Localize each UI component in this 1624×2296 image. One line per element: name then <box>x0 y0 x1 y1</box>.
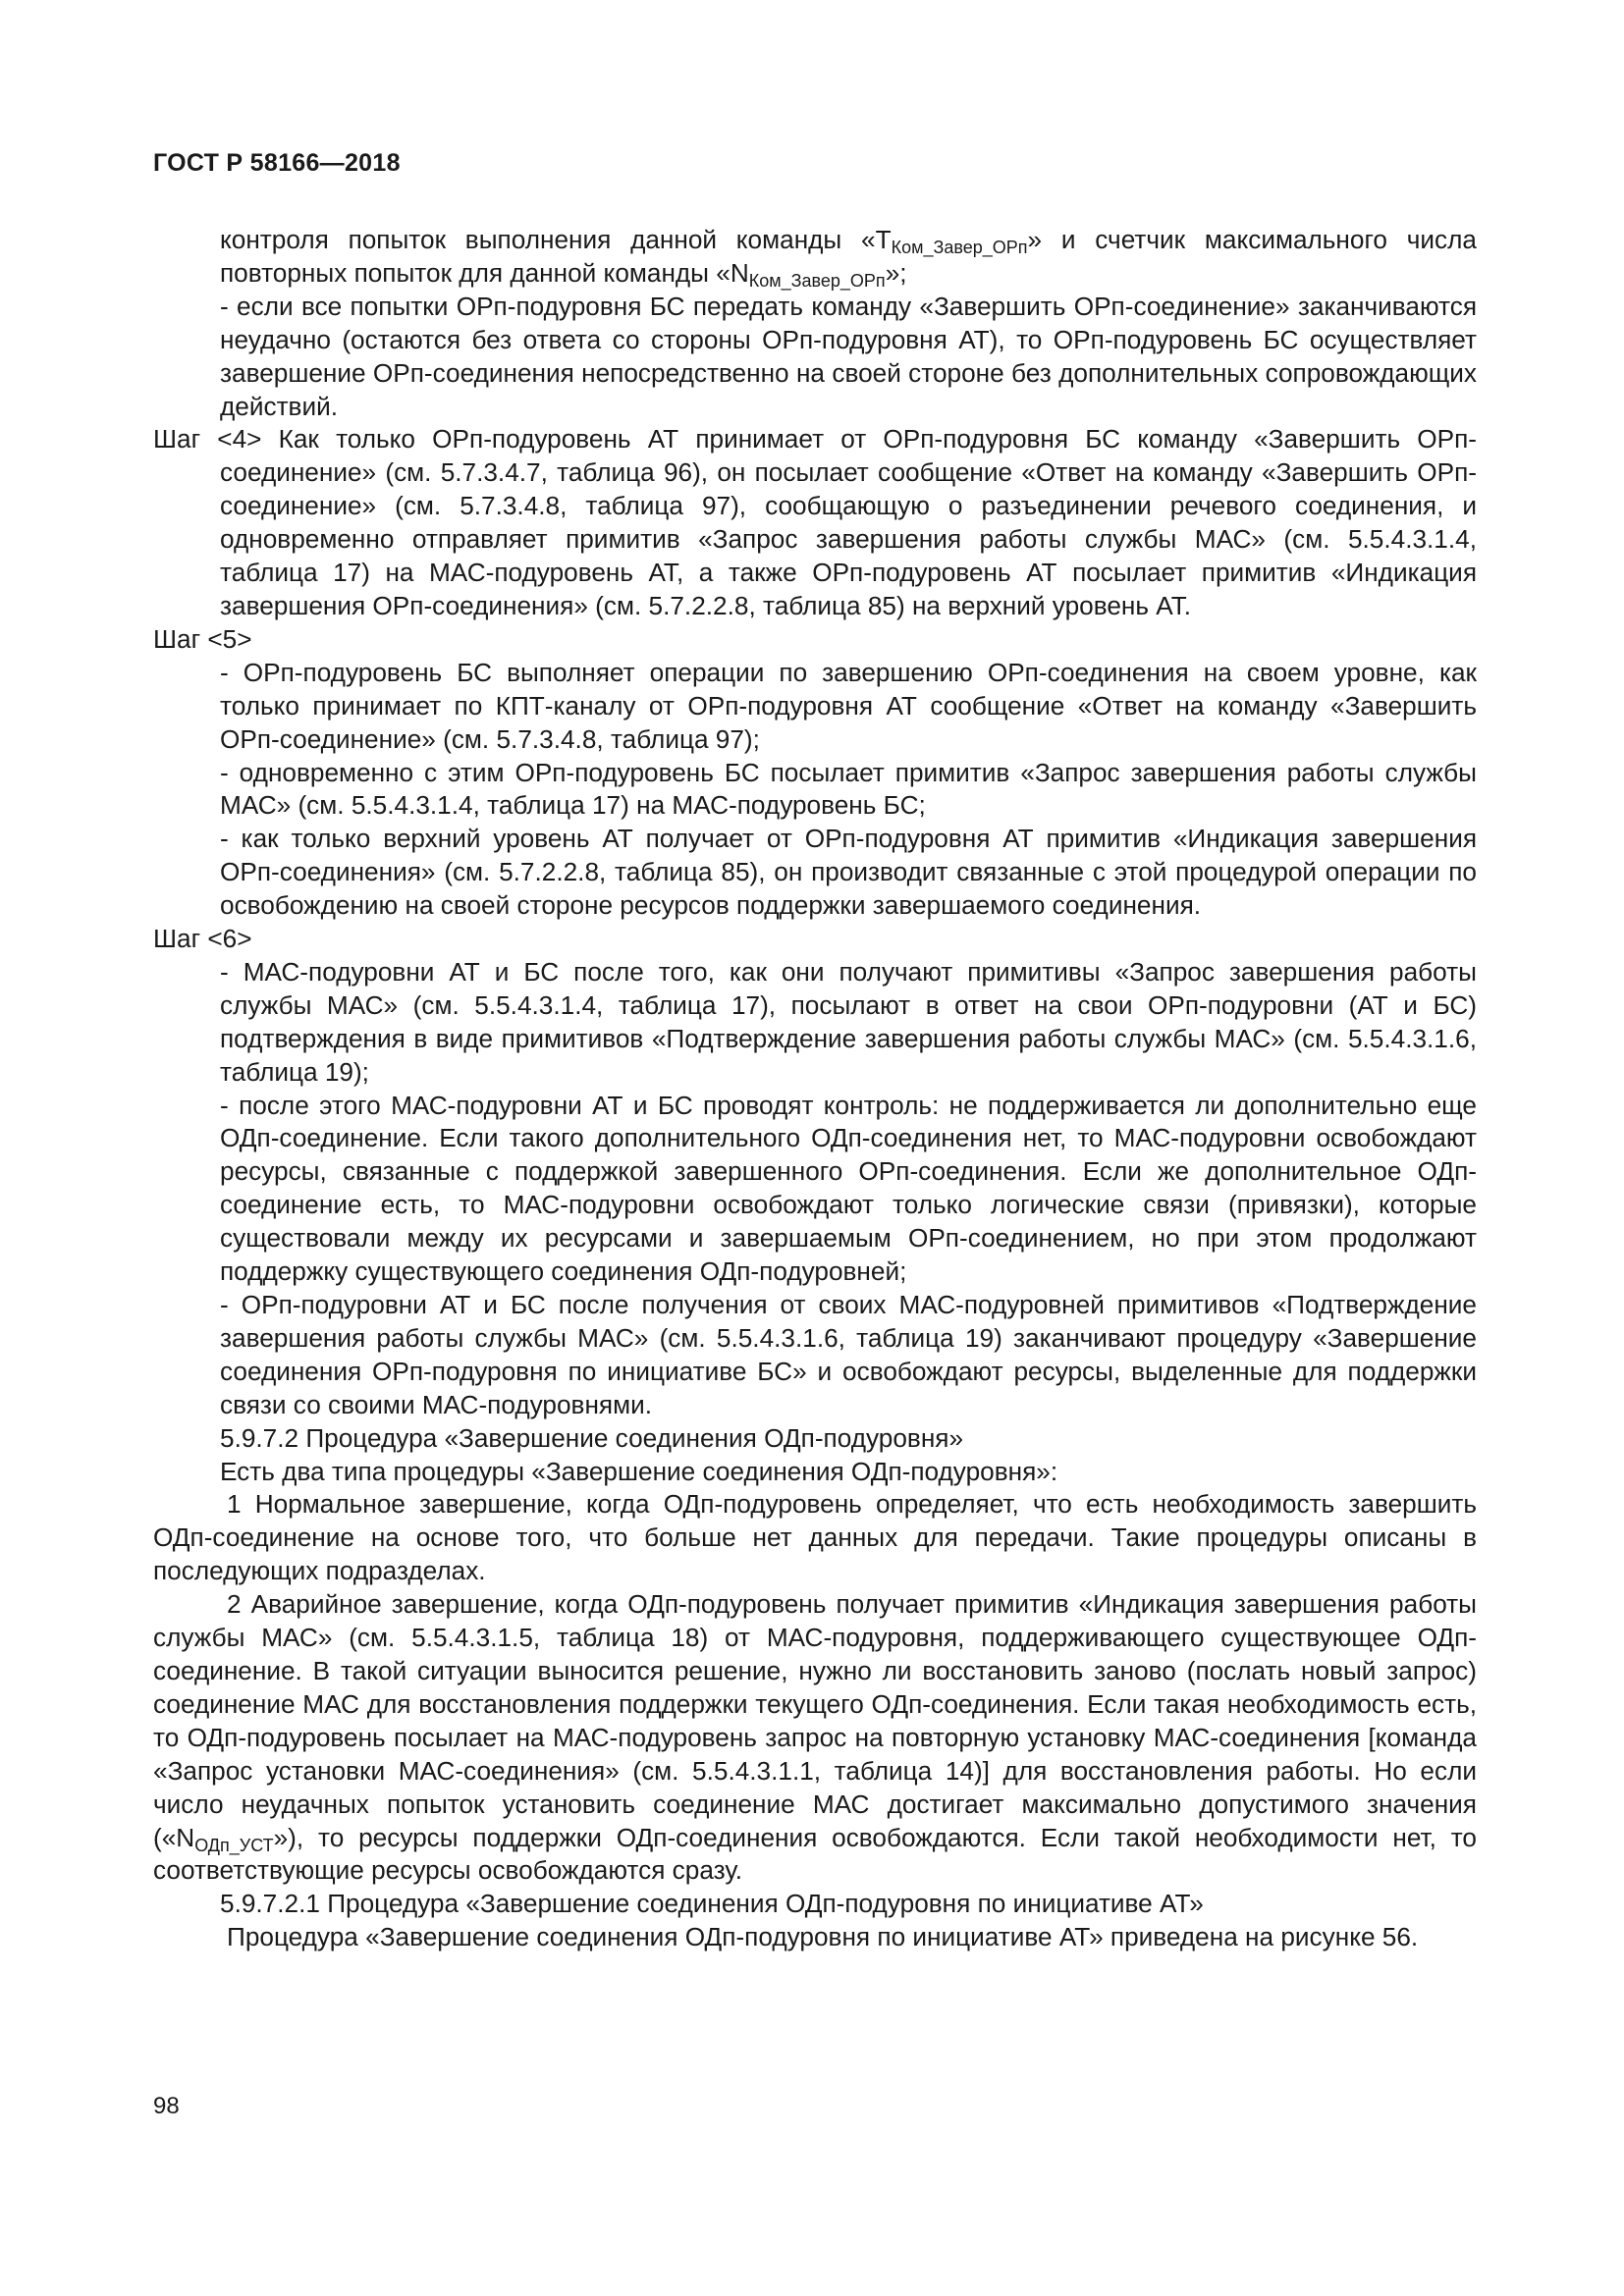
paragraph-timer-counter: контроля попыток выполнения данной команды «$Т_{Ком\_Завер\_ОРп}$» и счетчик максимального числа повторных попыток для данной команды «$N_{Ком\_Завер\_ОРп}$»; <box>220 225 1477 291</box>
page-number: 98 <box>153 2093 180 2119</box>
standard-code-header: ГОСТ Р 58166—2018 <box>153 149 401 177</box>
paragraph-type-1: 1 Нормальное завершение, когда ОДп-подуровень определяет, что есть необходимость завершить ОДп-соединение на основе того, что больше нет данных для передачи. Такие процедуры описаны в последующих подразделах. <box>153 1489 1477 1586</box>
step-5-label: Шаг <5> <box>153 623 252 654</box>
list-item: - МАС-подуровни АТ и БС после того, как они получают примитивы «Запрос завершения работы службы МАС» (см. 5.5.4.3.1.4, таблица 17), посылают в ответ на свои ОРп-подуровни (АТ и БС) подтверждения в виде примитивов «Подтверждение завершения работы службы МАС» (см. 5.5.4.3.1.6, таблица 19); <box>220 956 1477 1087</box>
step-4: Шаг <4> Как только ОРп-подуровень АТ принимает от ОРп-подуровня БС команду «Завершить ОРп-соединение» (см. 5.7.3.4.7, таблица 96), он посылает сообщение «Ответ на команду «Завершить ОРп-соединение» (см. 5.7.3.4.8, таблица 97), сообщающую о разъединении речевого соединения, и одновременно отправляет примитив «Запрос завершения работы службы МАС» (см. 5.5.4.3.1.4, таблица 17) на МАС-подуровень АТ, а также ОРп-подуровень АТ посылает примитив «Индикация завершения ОРп-соединения» (см. 5.7.2.2.8, таблица 85) на верхний уровень АТ. <box>153 424 1477 620</box>
list-item-failed-attempts: - если все попытки ОРп-подуровня БС передать команду «Завершить ОРп-соединение» заканчиваются неудачно (остаются без ответа со стороны ОРп-подуровня АТ), то ОРп-подуровень БС осуществляет завершение ОРп-соединения непосредственно на своей стороне без дополнительных сопровождающих действий. <box>220 291 1477 421</box>
subscript-kom-zaver-orp: Ком_Завер_ОРп <box>891 238 1028 257</box>
paragraph-type-2: 2 Аварийное завершение, когда ОДп-подуровень получает примитив «Индикация завершения работы службы МАС» (см. 5.5.4.3.1.5, таблица 18) от МАС-подуровня, поддерживающего существующее ОДп-соединение. В такой ситуации выносится решение, нужно ли восстановить заново (послать новый запрос) соединение МАС для восстановления поддержки текущего ОДп-соединения. Если такая необходимость есть, то ОДп-подуровень посылает на МАС-подуровень запрос на повторную установку МАС-соединения [команда «Запрос установки МАС-соединения» (см. 5.5.4.3.1.1, таблица 14)] для восстановления работы. Но если число неудачных попыток установить соединение МАС достигает максимально допустимого значения $(«N_{ОДп\_УСТ}»)$, то ресурсы поддержки ОДп-соединения освобождаются. Если такой необходимости нет, то соответствующие ресурсы освобождаются сразу. <box>153 1589 1477 1886</box>
list-item: - после этого МАС-подуровни АТ и БС проводят контроль: не поддерживается ли дополнительно еще ОДп-соединение. Если такого дополнительного ОДп-соединения нет, то МАС-подуровни освобождают ресурсы, связанные с поддержкой завершенного ОРп-соединения. Если же дополнительное ОДп-соединение есть, то МАС-подуровни освобождают только логические связи (привязки), которые существовали между их ресурсами и завершаемым ОРп-соединением, но при этом продолжают поддержку существующего соединения ОДп-подуровней; <box>220 1090 1477 1287</box>
list-item: - одновременно с этим ОРп-подуровень БС посылает примитив «Запрос завершения работы службы МАС» (см. 5.5.4.3.1.4, таблица 17) на МАС-подуровень БС; <box>220 757 1477 821</box>
section-heading-5-9-7-2-1: 5.9.7.2.1 Процедура «Завершение соединения ОДп-подуровня по инициативе АТ» <box>220 1889 1204 1919</box>
subscript-odp-ust: ОДп_УСТ <box>194 1835 274 1855</box>
subscript-kom-zaver-orp-2: Ком_Завер_ОРп <box>748 270 886 291</box>
paragraph-two-types: Есть два типа процедуры «Завершение соединения ОДп-подуровня»: <box>220 1456 1058 1486</box>
list-item: - ОРп-подуровень БС выполняет операции по завершению ОРп-соединения на своем уровне, как только принимает по КПТ-каналу от ОРп-подуровня АТ сообщение «Ответ на команду «Завершить ОРп-соединение» (см. 5.7.3.4.8, таблица 97); <box>220 657 1477 754</box>
section-heading-5-9-7-2: 5.9.7.2 Процедура «Завершение соединения ОДп-подуровня» <box>220 1422 964 1453</box>
body-text <box>153 224 1477 1954</box>
list-item: - как только верхний уровень АТ получает от ОРп-подуровня АТ примитив «Индикация завершения ОРп-соединения» (см. 5.7.2.2.8, таблица 85), он производит связанные с этой процедурой операции по освобождению на своей стороне ресурсов поддержки завершаемого соединения. <box>220 824 1477 921</box>
list-item: - ОРп-подуровни АТ и БС после получения от своих МАС-подуровней примитивов «Подтверждение завершения работы службы МАС» (см. 5.5.4.3.1.6, таблица 19) заканчивают процедуру «Завершение соединения ОРп-подуровня по инициативе БС» и освобождают ресурсы, выделенные для поддержки связи со своими МАС-подуровнями. <box>220 1290 1477 1419</box>
paragraph-figure-reference: Процедура «Завершение соединения ОДп-подуровня по инициативе АТ» приведена на рисунке 56. <box>227 1922 1419 1952</box>
step-6-label: Шаг <6> <box>153 924 252 954</box>
